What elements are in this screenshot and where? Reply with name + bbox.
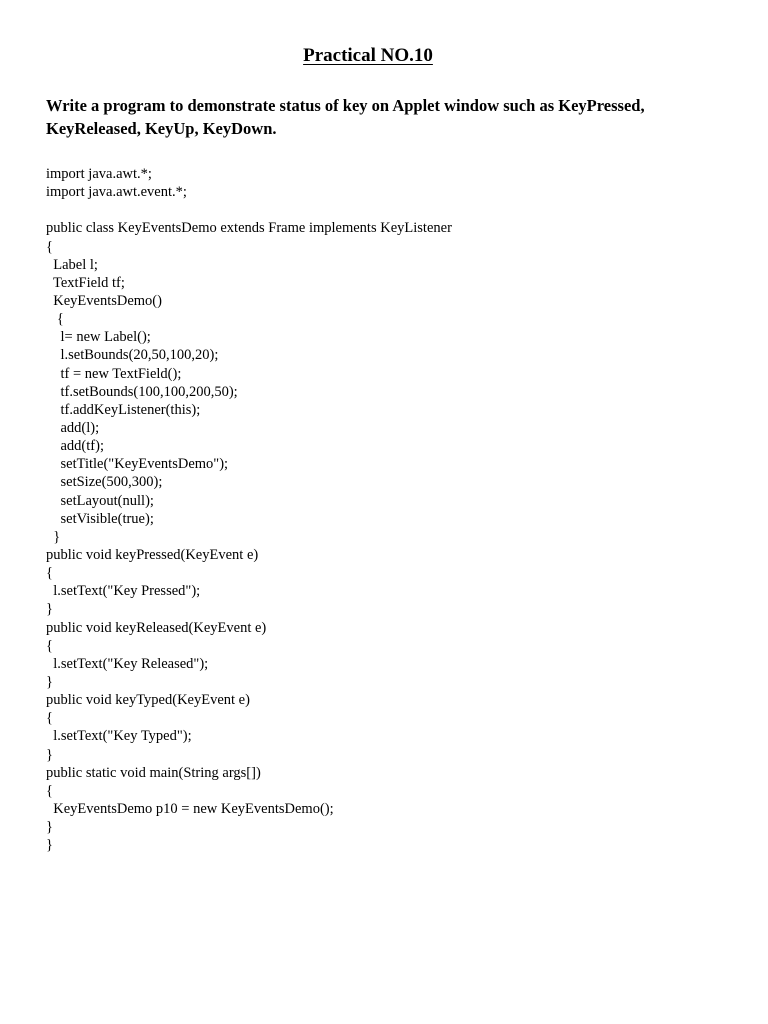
code-line: public void keyReleased(KeyEvent e) [46,619,267,636]
code-line: { [46,238,53,255]
code-line: import java.awt.*; [46,166,152,182]
code-line: add(l); [46,419,100,436]
code-line: setSize(500,300); [46,474,163,491]
code-line: public class KeyEventsDemo extends Frame implements KeyListener [46,220,452,237]
code-line: public static void main(String args[]) [46,764,261,781]
code-block [46,165,452,854]
page-title: Practical NO.10 [303,45,433,66]
code-line: KeyEventsDemo p10 = new KeyEventsDemo(); [46,800,334,817]
code-line: } [46,673,53,690]
code-line: tf.addKeyListener(this); [46,401,201,418]
code-line: { [46,311,64,328]
code-line: } [46,528,61,545]
code-line: KeyEventsDemo() [46,292,162,309]
code-line: tf = new TextField(); [46,365,182,382]
code-line: l.setText("Key Typed"); [46,728,192,745]
code-line: public void keyTyped(KeyEvent e) [46,692,250,709]
code-line: public void keyPressed(KeyEvent e) [46,546,259,563]
code-line: l= new Label(); [46,329,151,346]
code-line: l.setBounds(20,50,100,20); [46,347,219,364]
question-text: Write a program to demonstrate status of key on Applet window such as KeyPressed, KeyReleased, KeyUp, KeyDown. [46,96,645,138]
code-line: setVisible(true); [46,510,154,527]
code-line: } [46,601,53,618]
code-line: setTitle("KeyEventsDemo"); [46,456,229,473]
code-line: { [46,565,53,582]
code-line: { [46,782,53,799]
code-line: setLayout(null); [46,492,154,509]
code-line: l.setText("Key Pressed"); [46,583,201,600]
code-line: add(tf); [46,438,104,455]
code-line: tf.setBounds(100,100,200,50); [46,383,238,400]
code-line: Label l; [46,256,98,273]
code-line: { [46,710,53,727]
code-line: } [46,837,53,854]
code-line: } [46,819,53,836]
code-line: import java.awt.event.*; [46,184,187,201]
code-line [46,201,452,219]
code-line: TextField tf; [46,274,125,291]
code-line: l.setText("Key Released"); [46,655,209,672]
code-line: { [46,637,53,654]
code-line: } [46,746,53,763]
